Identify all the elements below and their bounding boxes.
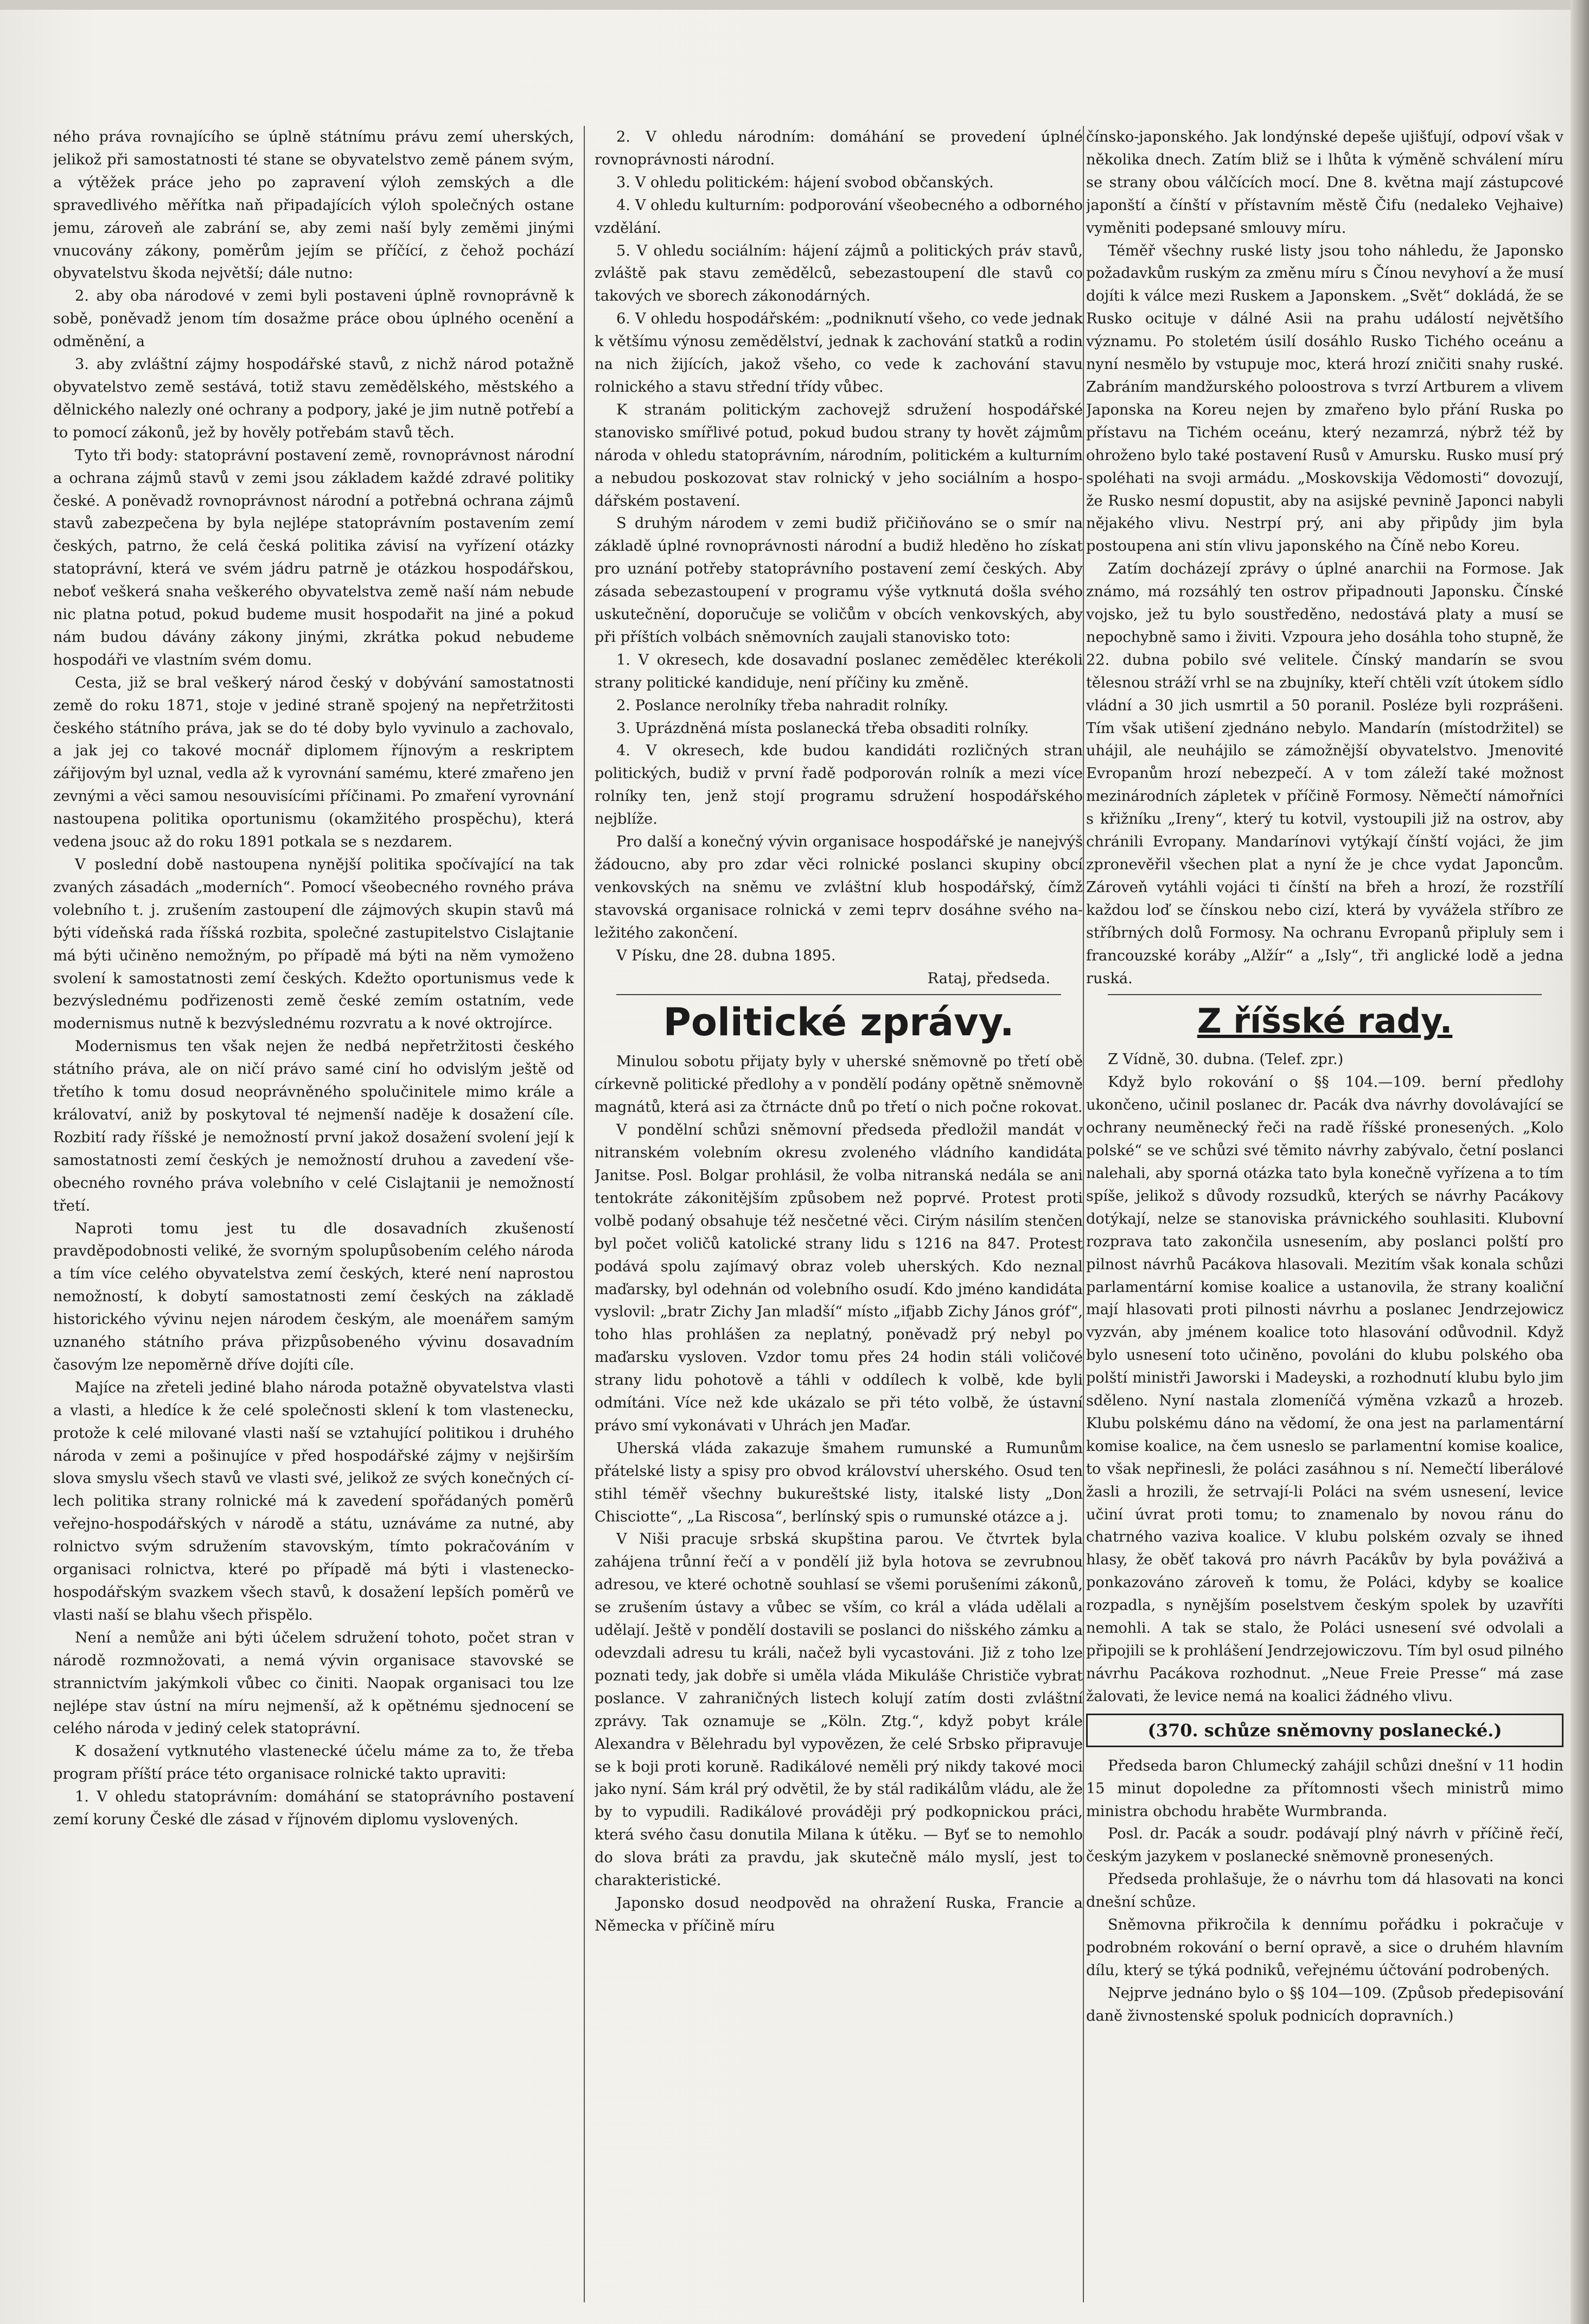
session-title-box: (370. schůze sněmovny poslanecké.)	[1086, 1714, 1564, 1747]
section-heading-imperial-council: Z říšské rady.	[1197, 1001, 1453, 1041]
article-paragraph: 2. aby oba národové v zemi byli postaveni úplně rovnoprávně k sobě, poněvadž jenom tím dosažme práce obou úplného ocenění a odměnění, a	[53, 288, 574, 351]
article-paragraph: Cesta, již se bral veškerý národ český v dobývání samostatnosti země do roku 1871, stoje v jediné straně spojený na nepřetržitosti českého státního práva, jak se do té doby bylo vyvinulo a zachovalo, a jak jej co takové mocnář diplomem říjnovým a reskriptem zářijovým byl uznal, vedla až k vyrovnání samému, které zmařeno jen zevnými a věci samou nesouvisícími příčinami. Po zmaření vyrovnání nastoupena politika oportunismu (okamžitého prospěchu), která vedena jsouc až do roku 1891 potkala se s nezdarem.	[53, 674, 574, 851]
article-paragraph: 2. Poslance nerolníky třeba nahradit rolníky.	[616, 697, 949, 714]
article-paragraph: 1. V okresech, kde dosavadní poslanec zemědělec kterékoli strany politické kandiduje, není příčiny ku změně.	[595, 651, 1083, 691]
article-paragraph: Předseda baron Chlumecký zahájil schůzi dnešní v 11 hodin 15 minut dopoledne za přítomnosti všech ministrů mimo ministra obchodu hraběte Wurmbranda.	[1086, 1757, 1564, 1820]
article-paragraph: Uherská vláda zakazuje šmahem rumunské a Rumunům přátelské listy a spisy pro obvod království uherského. Osud ten stihl téměř všechny bukureštské listy, italské listy „Don Chisciotte“, „La Riscosa“, berlínský spis o rumunské otázce a j.	[595, 1440, 1083, 1525]
article-paragraph: S druhým národem v zemi budiž přičiňováno se o smír na základě úplné rovnoprávnosti národní a budiž hleděno ho získat pro uznání potřeby statoprávního postavení zemí českých. Aby zásada sebezastoupení v programu výše vytknutá došla svého uskutečnění, doporučuje se voličům v obcích venkovských, aby při příštích volbách sněmovních zaujali stanovisko toto:	[595, 515, 1083, 646]
article-paragraph: Když bylo rokování o §§ 104.—109. berní předlohy ukončeno, učinil poslanec dr. Pacák dva návrhy dovolávající se ochrany neuměnecký řeči na radě říšské pronesených. „Kolo polské“ se ve schůzi své těmito návrhy zabývalo, četní poslanci nalehali, aby sporná otázka tato byla konečně vyřízena a to tím spíše, jelikož s důvody rozsudků, kterých se návrhy Pacákovy dotýkají, nelze se stanoviska právnického souhlasiti. Klubovní rozprava tato zakončila usnesením, aby poslanci polští pro pilnost návrhů Pacákova hlasovali. Mezitím však konala schůzi parlamentární komise koalice a ustanovila, že strany koaliční mají hlasovati proti pilnosti návrhu a poslanec Jendrzejowicz vyzván, aby jménem koalice toto hlasování odůvodnil. Když bylo usnesení toto učiněno, povoláni do klubu polského oba polští ministři Jaworski i Madeyski, a rozhodnutí klubu bylo jim sděleno. Nyní nastala zlomeníčá výměna vzkazů a hrozeb. Klubu polskému dáno na vědomí, že ona jest na parlamentární komise koalice, na čem usneslo se parlamentní komise koalice, to však nepřinesli, že poláci zasáhnou s ní. Nemečtí liberálové žasli a hrozili, že setrvají-li Poláci na svém usnesení, levice učiní úvrat proti tomu; to znamenalo by novou ránu do chatrného vaziva koalice. V klubu polském ozvaly se ihned hlasy, že oběť taková pro návrh Pacákův by byla pováživá a ponkazováno zároveň k tomu, že Poláci, kdyby se koalice rozpadla, s nynějším poselstvem českým spolek by uzavříti nemohli. A tak se stalo, že Poláci usnesení své odvolali a připojili se k prohlášení Jendrzejowiczovu. Tím byl osud pilného návrhu Pacákova rozhodnut. „Neue Freie Presse“ má zase žalovati, že levice nemá na koalici žádného vlivu.	[1086, 1074, 1564, 1705]
article-paragraph: Modernismus ten však nejen že nedbá nepřetržitosti českého státního práva, ale on ničí právo samé ciní ho odvislým ještě od třetího k tomu dosud neoprávněného spolučinitele mimo krále a královatví, aniž by poskytoval té nejmenší naděje k dosažení cíle. Rozbití rady říšské je nemožností první jakož dosažení svolení její k samostatnosti zemí českých je nemožností druhou a zavedení všeobecného rovného práva volebního v celé Cislajtanii je nemožností třetí.	[53, 1038, 574, 1214]
article-paragraph: Naproti tomu jest tu dle dosavadních zkušeností pravděpodobnosti veliké, že svorným spolupůsobením celého národa a tím více celého obyvatelstva zemí českých, které není naprostou nemožností, k dobytí samostatnosti zemí českých na základě historického vývinu nejen národem českým, ale moenářem samým uznaného státního práva přizpůsobeného vývinu dosavadním časovým lze nepoměrně dříve dojíti cíle.	[53, 1220, 574, 1373]
signature: Rataj, předseda.	[927, 970, 1050, 987]
article-paragraph: čínsko-japonského. Jak londýnské depeše ujišťují, odpoví však v několika dnech. Zatím bliž se i lhůta k výměně schválení míru se strany obou válčících mocí. Dne 8. května mají zástupcové japonští a čínští v přístavním městě Čifu (nedaleko Vejhaive) vyměniti podepsané smlouvy míru.	[1086, 129, 1564, 237]
article-paragraph: Nejprve jednáno bylo o §§ 104—109. (Způsob předepisování daně živnostenské spoluk podnicích dopravních.)	[1086, 1984, 1564, 2024]
article-paragraph: Předseda prohlašuje, že o návrhu tom dá hlasovati na konci dnešní schůze.	[1086, 1871, 1564, 1911]
article-paragraph: ného práva rovnajícího se úplně státnímu právu zemí uherských, jelikož při samostatnosti té stane se obyvatelstvo země pánem svým, a výtěžek práce jeho po zapravení výloh zemských a dle spravedlivého měřítka naň připadajících výloh společných ostane jemu, zároveň ale zabrání se, aby zemi naší byly zeměmi jinými vnucovány zákony, poměrům jejím se příčící, z čehož pochází obyvatelstvu škoda největší; dále nutno:	[53, 129, 574, 282]
section-rule	[616, 994, 1061, 995]
article-paragraph: V pondělní schůzi sněmovní předseda předložil mandát v nitranském volebním okresu zvoleného vládního kandidáta Janitse. Posl. Bolgar prohlásil, že volba nitranská nedála se ani tentokráte zákonitějším způsobem než poprvé. Protest proti volbě podaný obsahuje též nesčetné věci. Cirým násilím stenčen byl počet voličů katolické strany lidu s 1216 na 847. Protest podává spolu zajímavý obraz voleb uherských. Kdo neznal maďarsky, byl odehnán od volebního osudí. Kdo jméno kandidáta vyslovil: „bratr Zichy Jan mladší“ místo „ifjabb Zichy János gróf“, toho hlas prohlášen za neplatný, poněvadž prý nebyl po maďarsku vysloven. Vzdor tomu přes 24 hodin stáli voličové strany lidu pohotově a táhli v oddílech k volbě, kde byli odmítáni. Více než kde ukázalo se při této volbě, že ústavní právo smí vykonávati v Uhrách jen Maďar.	[595, 1122, 1083, 1434]
article-paragraph: 3. V ohledu politickém: hájení svobod občanských.	[616, 174, 994, 191]
page-edge-shadow	[1571, 0, 1589, 2324]
article-paragraph: Majíce na zřeteli jediné blaho národa potažně obyvatelstva vlasti a vlasti, a hledíce k že celé společnosti sklení k tom vlastenecku, protože k celé milované vlasti naší se vztahující politikou i druhého národa v zemi a pošinujíce v před hospodářské zájmy v nejširším slova smyslu všech stavů ve vlasti své, jelikož ze svých konečných cílech politika strany rolnické má k zavedení spořádaných poměrů veřejno-hospodářských v národě a státu, uznáváme za nutné, aby rolnictvo svým sdružením stavovským, tímto pokračováním v organisaci rolnictva, které po případě má býti i vlasteneckohospodářským svazkem všech stavů, k dosažení lepších poměrů ve vlasti naší se blahu všech přispělo.	[53, 1379, 574, 1623]
article-paragraph: 3. Uprázdněná místa poslanecká třeba obsaditi rolníky.	[616, 720, 1029, 737]
article-paragraph: 6. V ohledu hospodářském: „podniknutí všeho, co vede jednak k většímu výnosu zemědělství, jednak k zachování statků a rodin na nich žijících, jakož všeho, co vede k zachování stavu rolnického a stavu střední třídy vůbec.	[595, 310, 1083, 396]
article-paragraph: Téměř všechny ruské listy jsou toho náhledu, že Japonsko požadavkům ruským za změnu míru s Čínou nevyhoví a že musí dojíti k válce mezi Ruskem a Japonskem. „Svět“ dokládá, že se Rusko ocituje v dálné Asii na prahu událostí největšího významu. Po stoletém úsilí dosáhlo Rusko Tichého oceánu a nyní nesmělo by vstupuje moc, která hrozí zničiti snahy ruské. Zabráním mandžurského poloostrova s tvrzí Artburem a vlivem Japonska na Koreu nejen by zmařeno bylo přání Ruska po přístavu na Tichém oceánu, který nezamrzá, nýbrž též by ohroženo bylo také postavení Rusů v Amursku. Rusko musí prý spoléhati na svoji armádu. „Moskovskija Vědomosti“ dovozují, že Rusko nesmí dopustit, aby na asijské pevnině Japonci nabyli nějakého vlivu. Nestrpí prý, ani aby připůdy jim byla postoupena ani stín vlivu japonského na Číně nebo Koreu.	[1086, 242, 1564, 555]
article-paragraph: Posl. dr. Pacák a soudr. podávají plný návrh v příčině řečí, českým jazykem v poslanecké sněmovně pronesených.	[1086, 1825, 1564, 1865]
column-2	[595, 126, 1083, 2302]
article-paragraph: 1. V ohledu statoprávním: domáhání se statoprávního postavení zemí koruny České dle zásad v říjnovém diplomu vyslovených.	[53, 1788, 574, 1829]
column-1	[53, 126, 574, 2302]
column-3	[1086, 126, 1564, 2302]
article-paragraph: Zatím docházejí zprávy o úplné anarchii na Formose. Jak známo, má rozsáhlý ten ostrov připadnouti Japonsku. Čínské vojsko, jež tu bylo soustředěno, nedostává platy a musí se nepochybně samo i živiti. Vzpoura jeho dosáhla toho stupně, že 22. dubna pobilo své velitele. Čínský mandarín se svou tělesnou stráží vrhl se na zbujníky, kteří chtěli vzít útokem sídlo vládní a 30 jich usmrtil a 50 poranil. Posléze byli rozprášeni. Tím však utišení zjednáno nebylo. Mandarín (místodržitel) se uhájil, ale neuhájilo se zámožnější obyvatelstvo. Jmenovité Evropanům hrozí nebezpečí. A v tom záleží také možnost mezinárodních zápletek v příčině Formosy. Němečtí námořníci s křižníku „Ireny“, který tu kotvil, vystoupili již na ostrov, aby chránili Evropany. Mandarínovi vytýkají čínští vojáci, že jim zpronevěřil všechen plat a nyní že je chce vydat Japoncům. Zároveň vytáhli vojáci ti čínští na břeh a hrozí, že rozstřílí každou loď se čínskou nebo cizí, která by vyvážela stříbro ze stříbrných dolů Formosy. Na ochranu Evropanů připluly sem i francouzské koráby „Alžír“ a „Isly“, tři anglické lodě a jedna ruská.	[1086, 561, 1564, 987]
section-heading-political-news: Politické zprávy.	[663, 1000, 1014, 1045]
column-divider	[1083, 126, 1084, 2302]
article-paragraph: Minulou sobotu přijaty byly v uherské sněmovně po třetí obě církevně politické předlohy a v pondělí podány opětně sněmovně magnátů, která asi za čtrnácte dnů po třetí o nich počne rokovat.	[595, 1053, 1083, 1116]
article-paragraph: K dosažení vytknutého vlastenecké účelu máme za to, že třeba program příští práce této organisace rolnické takto upraviti:	[53, 1743, 574, 1783]
article-paragraph: 4. V okresech, kde budou kandidáti rozličných stran politických, budiž v první řadě podporován rolník a mezi více rolníky ten, jenž stojí programu sdružení hospodářského nejblíže.	[595, 742, 1083, 828]
article-paragraph: Sněmovna přikročila k dennímu pořádku i pokračuje v podrobném rokování o berní opravě, a sice o druhém hlavním dílu, který se týká podniků, veřejnému účtování podrobených.	[1086, 1916, 1564, 1979]
article-paragraph: 4. V ohledu kulturním: podporování všeobecného a odborného vzdělání.	[595, 196, 1083, 237]
article-paragraph: Japonsko dosud neodpověd na ohražení Ruska, Francie a Německa v příčině míru	[595, 1894, 1083, 1934]
article-paragraph: V poslední době nastoupena nynější politika spočívající na tak zvaných zásadách „moderních“. Pomocí všeobecného rovného práva volebního t. j. zrušením zastoupení dle zájmových skupin stavů má býti vídeňská rada říšská rozbita, společné zastupitelstvo Cislajtanie má býti učiněno nemožným, po případě má býti na něm vymoženo svolení k samostatnosti zemí českých. Kdežto oportunismus vede k bezvýslednému podřizenosti země české zemím ostatním, vede modernismus nutně k bezvýslednému rozvratu a k nové oktrojírce.	[53, 856, 574, 1033]
article-paragraph: V Niši pracuje srbská skupština parou. Ve čtvrtek byla zahájena trůnní řečí a v pondělí již byla hotova se zevrubnou adresou, ve které ochotně souhlasí se všemi porušeními zákonů, se zrušením ústavy a vůbec se vším, co král a vláda udělali a udělají. Ještě v pondělí dostavili se poslanci do nišského zámku a odevzdali adresu tu králi, načež byli vycastováni. Již z toho lze poznati tedy, jak dobře si uměla vláda Mikuláše Christiče vybrat poslance. V zahraničných listech kolují zatím dosti zvláštní zprávy. Tak oznamuje se „Köln. Ztg.“, když pobyt krále Alexandra v Bělehradu byl vypovězen, že celé Srbsko připravuje se k boji proti koruně. Radikálové neměli prý nikdy takové moci jako nyní. Sám král prý odvětil, že by stál radikálům vládu, ale že by to vypudili. Radikálové prováději prý podkopnickou práci, která svého času donutila Milana k útěku. — Byť se to nemohlo do slova bráti za pravdu, jak skutečně málo myslí, jest to charakteristické.	[595, 1531, 1083, 1889]
article-paragraph: 3. aby zvláštní zájmy hospodářské stavů, z nichž národ potažně obyvatelstvo země sestává, totiž stavu zemědělského, městského a dělnického nalezly oné ochrany a podpory, jaké je jim nutně potřebí a to pomocí zákonů, jež by hověly potřebám stavů těch.	[53, 356, 574, 441]
column-divider	[584, 126, 585, 2302]
article-paragraph: Pro další a konečný vývin organisace hospodářské je nanejvýš žádoucno, aby pro zdar věci rolnické poslanci skupiny obcí venkovských na sněmu ve zvláštní klub hospodářský, čímž stavovská organisace rolnická v zemi teprv dosáhne svého naležitého zakončení.	[595, 833, 1083, 941]
article-paragraph: 5. V ohledu sociálním: hájení zájmů a politických práv stavů, zvláště pak stavu zemědělců, sebezastoupení dle stavů co takových ve sborech zákonodárných.	[595, 242, 1083, 305]
dateline: Z Vídně, 30. dubna. (Telef. zpr.)	[1108, 1051, 1344, 1068]
section-rule	[1108, 994, 1542, 995]
article-paragraph: Není a nemůže ani býti účelem sdružení tohoto, počet stran v národě rozmnožovati, a nemá vývin organisace stavovské se strannictvím jakýmkoli vůbec co činiti. Naopak organisaci tou lze nejlépe stav ústní na míru nejmenší, až k opětnému sjednocení se celého národa v jediný celek statoprávní.	[53, 1629, 574, 1737]
article-paragraph: Tyto tři body: statoprávní postavení země, rovnoprávnost národní a ochrana zájmů stavů v zemi jsou základem každé zdravé politiky české. A poněvadž rovnoprávnost národní a potřebná ochrana zájmů stavů zabezpečena by byla nejlépe statoprávním postavením zemí českých, patrno, že celá česká politika závisí na vyřízení otázky statoprávní, která ve svém jádru patrně je otázkou hospodářskou, neboť veškerá snaha veškerého obyvatelstva země naší nám nebude nic platna potud, pokud budeme musit hospodařit na jiné a pokud nám budou dávány zákony jinými, zkrátka pokud nebudeme hospodáři ve vlastním svém domu.	[53, 447, 574, 668]
article-paragraph: 2. V ohledu národním: domáhání se provedení úplné rovnoprávnosti národní.	[595, 129, 1083, 168]
place-date-line: V Písku, dne 28. dubna 1895.	[616, 947, 836, 964]
article-paragraph: K stranám politickým zachovejž sdružení hospodářské stanovisko smířlivé potud, pokud budou strany ty hovět zájmům národa v ohledu statoprávním, národním, politickém a kulturním a nebudou poskozovat stav rolnický v jeho sociálním a hospodářském postavení.	[595, 401, 1083, 510]
top-edge	[0, 0, 1589, 10]
